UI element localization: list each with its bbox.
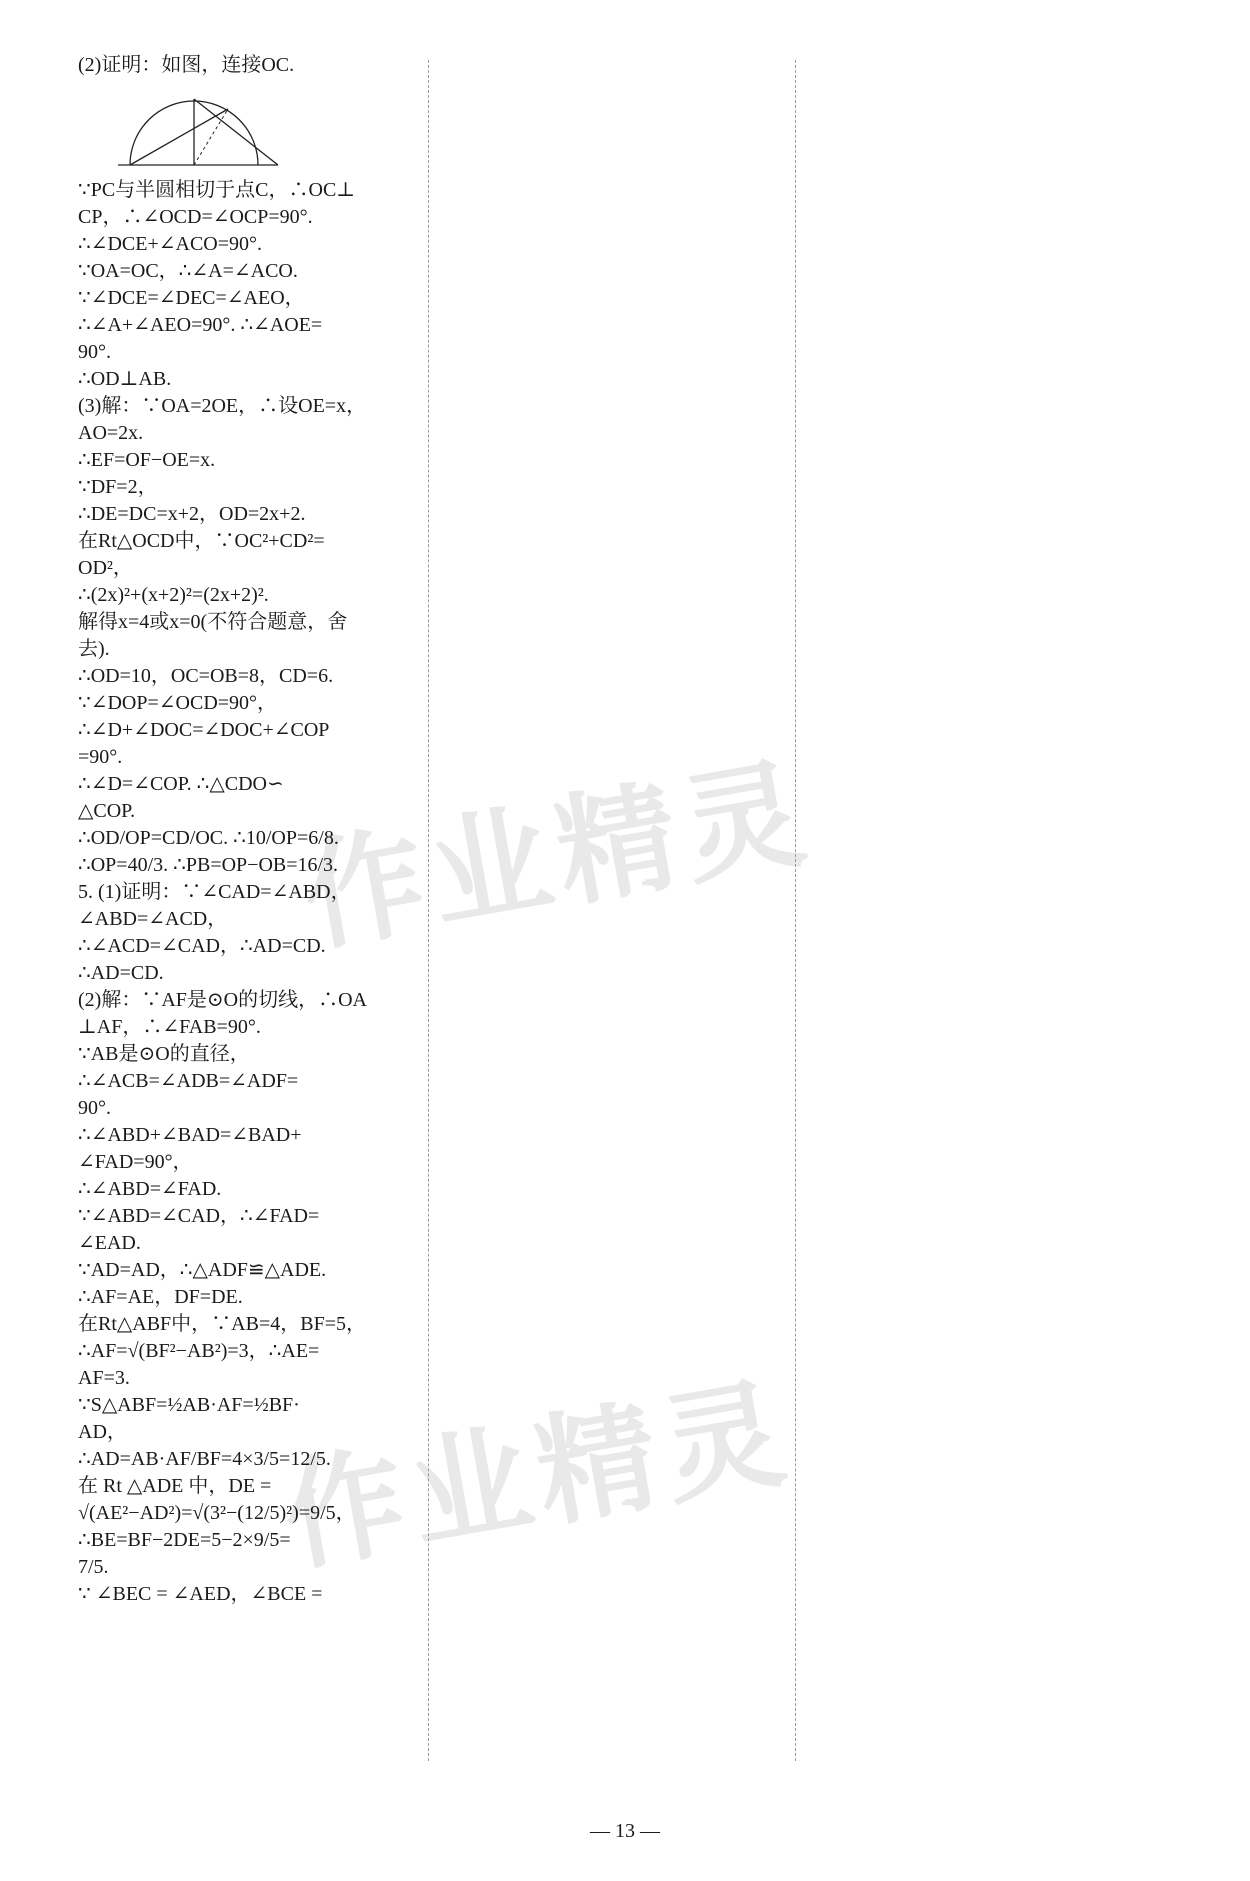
line: ∵∠DOP=∠OCD=90°， [78, 692, 278, 714]
line: ∵DF=2， [78, 476, 158, 498]
line: ∴OD=10，OC=OB=8，CD=6. [78, 665, 334, 687]
line: ∴∠DCE+∠ACO=90°. [78, 233, 263, 255]
line: 5. (1)证明：∵∠CAD=∠ABD， [78, 881, 351, 903]
line: ∠ABD=∠ACD， [78, 908, 228, 930]
page-number: — 13 — [590, 1820, 660, 1842]
line: 90°. [78, 341, 111, 363]
line: 去). [78, 638, 110, 660]
line: OD²， [78, 557, 133, 579]
line: 解得x=4或x=0(不符合题意，舍 [78, 611, 348, 633]
line: ∴∠ACB=∠ADB=∠ADF= [78, 1070, 299, 1092]
line: ⊥AF，∴∠FAB=90°. [78, 1016, 261, 1038]
line: AO=2x. [78, 422, 144, 444]
line: ∴(2x)²+(x+2)²=(2x+2)². [78, 584, 269, 606]
line: ∴AF=AE，DF=DE. [78, 1286, 243, 1308]
line: ∵AB是⊙O的直径， [78, 1043, 250, 1065]
line: ∴AF=√(BF²−AB²)=3，∴AE= [78, 1340, 320, 1362]
line: ∴BE=BF−2DE=5−2×9/5= [78, 1529, 291, 1551]
line: ∴∠D=∠COP. ∴△CDO∽ [78, 773, 284, 795]
line: 在Rt△OCD中，∵OC²+CD²= [78, 530, 325, 552]
line: ∵S△ABF=½AB·AF=½BF· [78, 1394, 300, 1416]
line: ∵AD=AD，∴△ADF≌△ADE. [78, 1259, 327, 1281]
line: 在Rt△ABF中，∵AB=4，BF=5， [78, 1313, 366, 1335]
semicircle-figure [78, 81, 278, 173]
line: ∠EAD. [78, 1232, 141, 1254]
line: ∵ ∠BEC = ∠AED，∠BCE = [78, 1583, 323, 1605]
line: ∴AD=CD. [78, 962, 164, 984]
line: =90°. [78, 746, 123, 768]
line: ∴OD/OP=CD/OC. ∴10/OP=6/8. [78, 827, 339, 849]
line: 在 Rt △ADE 中，DE = [78, 1475, 272, 1497]
line: √(AE²−AD²)=√(3²−(12/5)²)=9/5， [78, 1502, 356, 1524]
watermark-text: 作业精灵 [293, 743, 823, 970]
line: (2)解：∵AF是⊙O的切线，∴OA [78, 989, 367, 1011]
line: ∠FAD=90°， [78, 1151, 193, 1173]
line: ∴AD=AB·AF/BF=4×3/5=12/5. [78, 1448, 331, 1470]
line: ∴∠ABD+∠BAD=∠BAD+ [78, 1124, 302, 1146]
line: △COP. [78, 800, 136, 822]
line: ∵PC与半圆相切于点C，∴OC⊥ [78, 179, 356, 201]
line: ∵OA=OC，∴∠A=∠ACO. [78, 260, 298, 282]
line: AF=3. [78, 1367, 130, 1389]
line: 90°. [78, 1097, 111, 1119]
line: 7/5. [78, 1556, 109, 1578]
line: ∴EF=OF−OE=x. [78, 449, 216, 471]
line: ∴∠ACD=∠CAD，∴AD=CD. [78, 935, 326, 957]
column-divider [795, 60, 796, 1761]
line: ∴OD⊥AB. [78, 368, 172, 390]
line: ∴DE=DC=x+2，OD=2x+2. [78, 503, 306, 525]
line: ∴∠D+∠DOC=∠DOC+∠COP [78, 719, 330, 741]
line: ∴∠A+∠AEO=90°. ∴∠AOE= [78, 314, 323, 336]
line: AD， [78, 1421, 127, 1443]
watermark-text: 作业精灵 [273, 1363, 803, 1590]
line: ∴OP=40/3. ∴PB=OP−OB=16/3. [78, 854, 339, 876]
line: CP，∴∠OCD=∠OCP=90°. [78, 206, 313, 228]
column-divider [428, 60, 429, 1761]
line: ∵∠DCE=∠DEC=∠AEO， [78, 287, 305, 309]
line: ∵∠ABD=∠CAD，∴∠FAD= [78, 1205, 320, 1227]
line: (3)解：∵OA=2OE，∴设OE=x， [78, 395, 367, 417]
line: ∴∠ABD=∠FAD. [78, 1178, 222, 1200]
left-column [78, 52, 418, 1608]
line: (2)证明：如图，连接OC. [78, 54, 295, 76]
